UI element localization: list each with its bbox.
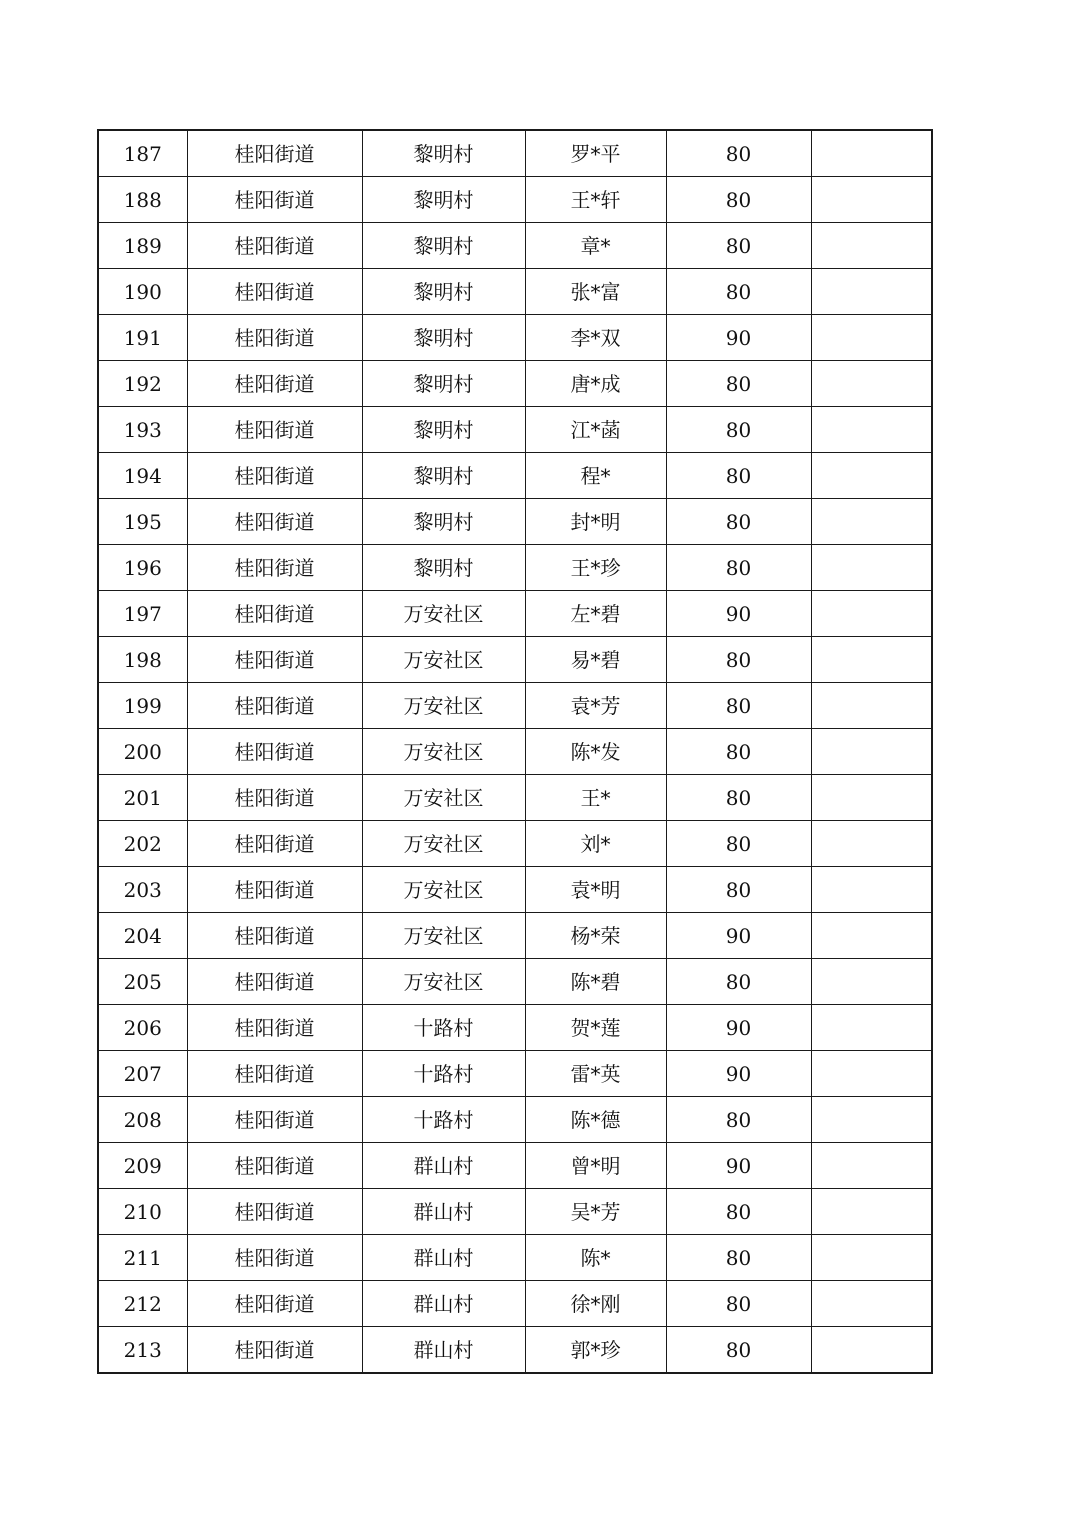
cell-person-name: 吴*芳 [525,1189,666,1235]
cell-amount: 80 [666,361,811,407]
cell-street: 桂阳街道 [187,545,362,591]
table-row [98,591,932,637]
cell-serial-number: 202 [98,821,187,867]
cell-remark [811,1281,932,1327]
cell-remark [811,315,932,361]
cell-person-name: 曾*明 [525,1143,666,1189]
cell-street: 桂阳街道 [187,959,362,1005]
cell-remark [811,775,932,821]
cell-village: 万安社区 [362,775,525,821]
cell-remark [811,729,932,775]
cell-serial-number: 210 [98,1189,187,1235]
cell-serial-number: 208 [98,1097,187,1143]
cell-serial-number: 207 [98,1051,187,1097]
cell-village: 群山村 [362,1235,525,1281]
cell-remark [811,1097,932,1143]
cell-serial-number: 197 [98,591,187,637]
cell-remark [811,867,932,913]
cell-person-name: 江*菡 [525,407,666,453]
cell-village: 黎明村 [362,177,525,223]
table-row [98,223,932,269]
cell-person-name: 郭*珍 [525,1327,666,1374]
cell-street: 桂阳街道 [187,683,362,729]
cell-serial-number: 203 [98,867,187,913]
cell-street: 桂阳街道 [187,1005,362,1051]
cell-amount: 80 [666,867,811,913]
cell-person-name: 袁*芳 [525,683,666,729]
cell-street: 桂阳街道 [187,1143,362,1189]
cell-person-name: 王*珍 [525,545,666,591]
cell-village: 万安社区 [362,821,525,867]
cell-remark [811,683,932,729]
cell-serial-number: 209 [98,1143,187,1189]
cell-serial-number: 195 [98,499,187,545]
cell-person-name: 张*富 [525,269,666,315]
cell-serial-number: 199 [98,683,187,729]
cell-street: 桂阳街道 [187,775,362,821]
cell-remark [811,1235,932,1281]
cell-village: 黎明村 [362,499,525,545]
cell-serial-number: 211 [98,1235,187,1281]
cell-village: 万安社区 [362,729,525,775]
cell-person-name: 陈*德 [525,1097,666,1143]
cell-amount: 80 [666,545,811,591]
cell-amount: 80 [666,130,811,177]
cell-serial-number: 205 [98,959,187,1005]
cell-remark [811,269,932,315]
table-row [98,453,932,499]
cell-remark [811,453,932,499]
cell-amount: 90 [666,913,811,959]
table-row [98,1005,932,1051]
cell-amount: 80 [666,683,811,729]
cell-amount: 90 [666,1143,811,1189]
cell-serial-number: 193 [98,407,187,453]
cell-serial-number: 188 [98,177,187,223]
table-row [98,775,932,821]
table-row [98,130,932,177]
cell-person-name: 易*碧 [525,637,666,683]
table-row [98,913,932,959]
cell-person-name: 程* [525,453,666,499]
cell-street: 桂阳街道 [187,315,362,361]
cell-remark [811,1327,932,1374]
cell-street: 桂阳街道 [187,499,362,545]
cell-street: 桂阳街道 [187,223,362,269]
cell-amount: 80 [666,453,811,499]
cell-amount: 80 [666,499,811,545]
table-row [98,1143,932,1189]
table-row [98,361,932,407]
cell-remark [811,959,932,1005]
cell-street: 桂阳街道 [187,1097,362,1143]
cell-village: 万安社区 [362,637,525,683]
cell-street: 桂阳街道 [187,407,362,453]
cell-serial-number: 198 [98,637,187,683]
table-row [98,959,932,1005]
cell-person-name: 封*明 [525,499,666,545]
cell-amount: 90 [666,315,811,361]
cell-amount: 80 [666,1327,811,1374]
cell-amount: 80 [666,637,811,683]
cell-person-name: 罗*平 [525,130,666,177]
cell-village: 黎明村 [362,130,525,177]
cell-person-name: 陈* [525,1235,666,1281]
cell-remark [811,499,932,545]
cell-village: 群山村 [362,1189,525,1235]
cell-street: 桂阳街道 [187,130,362,177]
cell-village: 黎明村 [362,315,525,361]
table-row [98,683,932,729]
cell-remark [811,361,932,407]
cell-serial-number: 200 [98,729,187,775]
table-row [98,1097,932,1143]
cell-remark [811,223,932,269]
cell-remark [811,913,932,959]
cell-village: 黎明村 [362,361,525,407]
cell-street: 桂阳街道 [187,867,362,913]
cell-amount: 80 [666,1097,811,1143]
cell-amount: 80 [666,775,811,821]
cell-serial-number: 189 [98,223,187,269]
cell-remark [811,591,932,637]
table-row [98,499,932,545]
table-row [98,407,932,453]
cell-serial-number: 190 [98,269,187,315]
cell-amount: 80 [666,1281,811,1327]
cell-serial-number: 201 [98,775,187,821]
cell-street: 桂阳街道 [187,1235,362,1281]
cell-person-name: 杨*荣 [525,913,666,959]
cell-remark [811,1005,932,1051]
cell-serial-number: 196 [98,545,187,591]
cell-person-name: 刘* [525,821,666,867]
table-body [98,130,932,1373]
cell-street: 桂阳街道 [187,1189,362,1235]
cell-remark [811,130,932,177]
cell-remark [811,407,932,453]
table-row [98,269,932,315]
cell-remark [811,1143,932,1189]
cell-amount: 80 [666,1235,811,1281]
cell-street: 桂阳街道 [187,821,362,867]
cell-village: 万安社区 [362,959,525,1005]
cell-amount: 80 [666,177,811,223]
cell-street: 桂阳街道 [187,269,362,315]
cell-serial-number: 194 [98,453,187,499]
cell-person-name: 陈*发 [525,729,666,775]
cell-street: 桂阳街道 [187,177,362,223]
cell-village: 群山村 [362,1327,525,1374]
cell-village: 群山村 [362,1281,525,1327]
table-row [98,1327,932,1374]
cell-person-name: 徐*刚 [525,1281,666,1327]
table-row [98,867,932,913]
cell-village: 万安社区 [362,591,525,637]
table-row [98,1281,932,1327]
cell-serial-number: 213 [98,1327,187,1374]
cell-street: 桂阳街道 [187,1327,362,1374]
cell-person-name: 李*双 [525,315,666,361]
cell-person-name: 章* [525,223,666,269]
cell-street: 桂阳街道 [187,453,362,499]
cell-village: 黎明村 [362,453,525,499]
cell-village: 黎明村 [362,407,525,453]
table-row [98,1051,932,1097]
table-row [98,637,932,683]
cell-village: 黎明村 [362,545,525,591]
cell-amount: 80 [666,729,811,775]
cell-village: 十路村 [362,1097,525,1143]
table-row [98,729,932,775]
cell-street: 桂阳街道 [187,637,362,683]
cell-village: 十路村 [362,1005,525,1051]
cell-amount: 80 [666,821,811,867]
cell-remark [811,637,932,683]
table-row [98,821,932,867]
data-table [97,129,933,1374]
cell-amount: 80 [666,1189,811,1235]
table-row [98,545,932,591]
cell-street: 桂阳街道 [187,1281,362,1327]
cell-remark [811,821,932,867]
cell-village: 黎明村 [362,269,525,315]
cell-street: 桂阳街道 [187,913,362,959]
cell-serial-number: 204 [98,913,187,959]
cell-person-name: 雷*英 [525,1051,666,1097]
cell-person-name: 王* [525,775,666,821]
table-row [98,1235,932,1281]
cell-street: 桂阳街道 [187,361,362,407]
cell-remark [811,545,932,591]
cell-village: 十路村 [362,1051,525,1097]
cell-amount: 90 [666,1051,811,1097]
table-row [98,1189,932,1235]
cell-serial-number: 191 [98,315,187,361]
cell-village: 群山村 [362,1143,525,1189]
cell-serial-number: 187 [98,130,187,177]
cell-serial-number: 192 [98,361,187,407]
cell-person-name: 袁*明 [525,867,666,913]
cell-street: 桂阳街道 [187,729,362,775]
cell-street: 桂阳街道 [187,591,362,637]
cell-amount: 80 [666,223,811,269]
cell-amount: 90 [666,591,811,637]
cell-village: 万安社区 [362,683,525,729]
cell-village: 黎明村 [362,223,525,269]
cell-village: 万安社区 [362,867,525,913]
cell-street: 桂阳街道 [187,1051,362,1097]
cell-person-name: 王*轩 [525,177,666,223]
cell-remark [811,1189,932,1235]
cell-serial-number: 206 [98,1005,187,1051]
cell-person-name: 陈*碧 [525,959,666,1005]
cell-amount: 80 [666,407,811,453]
cell-amount: 80 [666,269,811,315]
cell-person-name: 左*碧 [525,591,666,637]
cell-village: 万安社区 [362,913,525,959]
cell-amount: 80 [666,959,811,1005]
cell-person-name: 贺*莲 [525,1005,666,1051]
cell-remark [811,1051,932,1097]
cell-amount: 90 [666,1005,811,1051]
cell-serial-number: 212 [98,1281,187,1327]
table-row [98,315,932,361]
table-row [98,177,932,223]
cell-remark [811,177,932,223]
cell-person-name: 唐*成 [525,361,666,407]
